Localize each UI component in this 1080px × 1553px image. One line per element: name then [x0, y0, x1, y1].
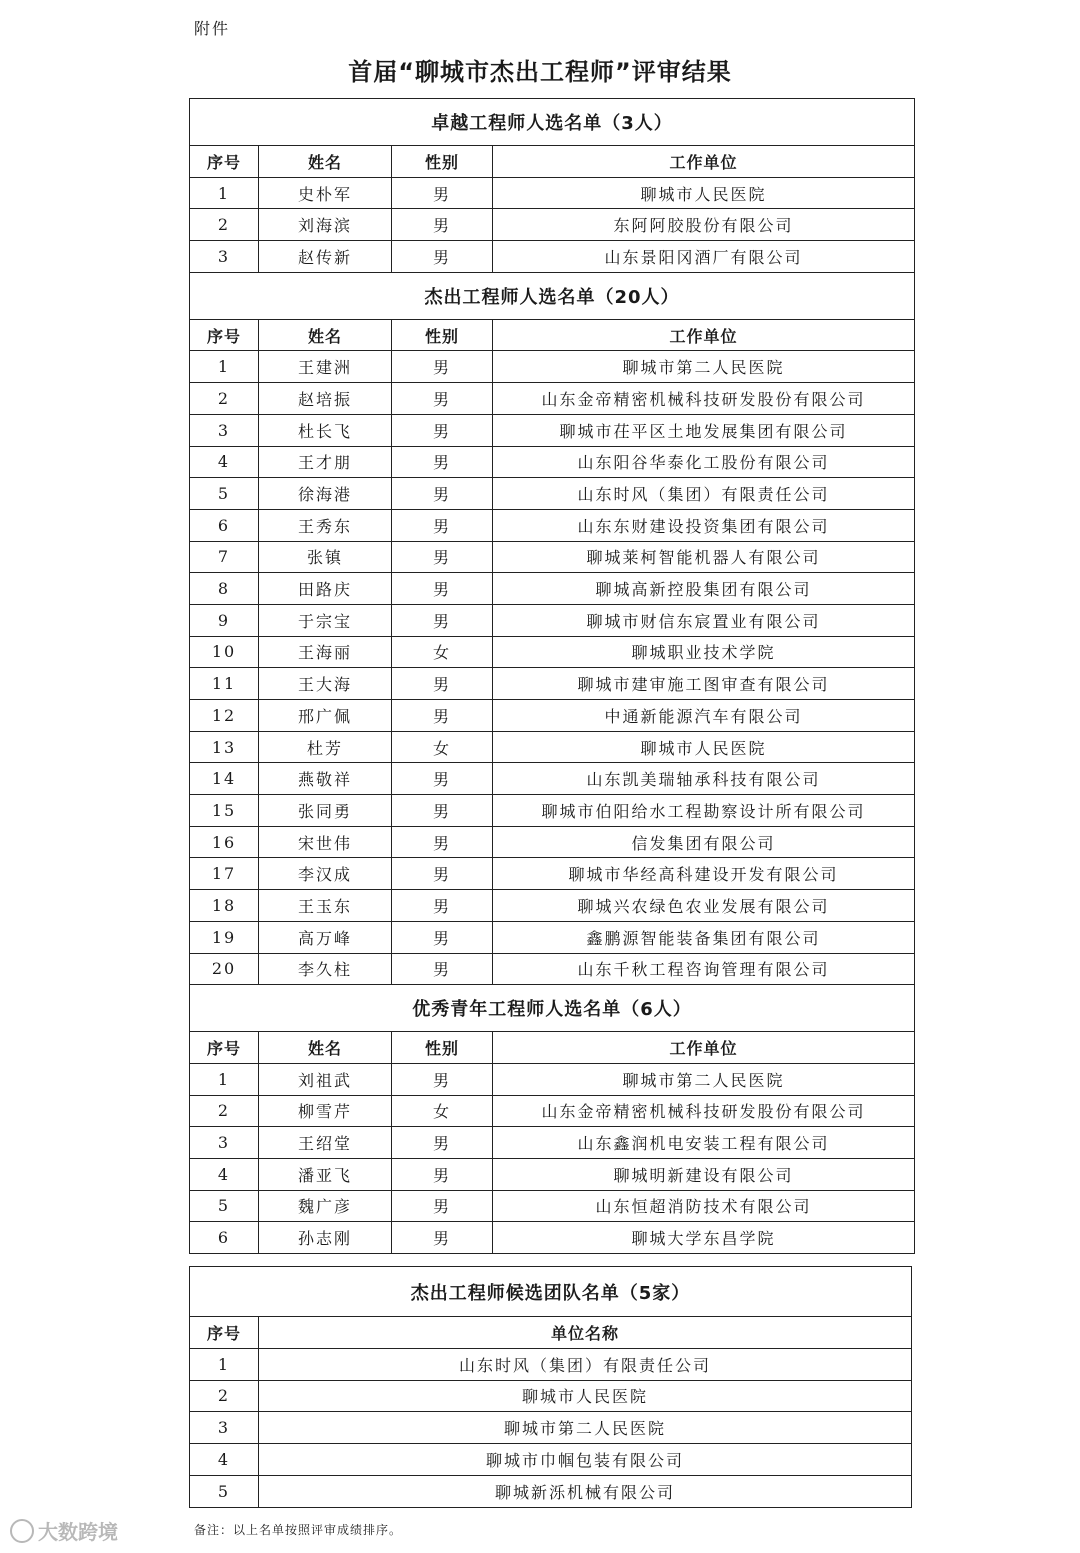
table-row — [190, 1190, 915, 1222]
table-row — [190, 414, 915, 446]
row-unit: 聊城大学东昌学院 — [493, 1222, 915, 1254]
row-unit: 山东千秋工程咨询管理有限公司 — [493, 953, 915, 985]
row-name: 王大海 — [259, 668, 392, 700]
row-unit: 聊城市财信东宸置业有限公司 — [493, 604, 915, 636]
row-name: 王绍堂 — [259, 1127, 392, 1159]
row-number: 1 — [190, 1348, 259, 1380]
row-unit: 山东金帝精密机械科技研发股份有限公司 — [493, 1095, 915, 1127]
row-unit: 山东时风（集团）有限责任公司 — [259, 1348, 912, 1380]
row-number: 2 — [190, 209, 259, 241]
column-header-unit: 工作单位 — [493, 1032, 915, 1064]
column-header-row — [190, 1317, 912, 1349]
row-number: 12 — [190, 700, 259, 732]
row-name: 柳雪芹 — [259, 1095, 392, 1127]
column-header-unit: 工作单位 — [493, 146, 915, 178]
row-number: 4 — [190, 446, 259, 478]
column-header-name: 姓名 — [259, 319, 392, 351]
row-number: 1 — [190, 351, 259, 383]
row-name: 孙志刚 — [259, 1222, 392, 1254]
table-row — [190, 890, 915, 922]
row-number: 4 — [190, 1444, 259, 1476]
watermark-text: 大数跨境 — [38, 1520, 118, 1544]
row-name: 张镇 — [259, 541, 392, 573]
row-number: 8 — [190, 573, 259, 605]
row-unit: 聊城市建审施工图审查有限公司 — [493, 668, 915, 700]
row-unit: 山东凯美瑞轴承科技有限公司 — [493, 763, 915, 795]
row-number: 5 — [190, 1190, 259, 1222]
table-row — [190, 177, 915, 209]
table-row — [190, 478, 915, 510]
column-header-unit: 工作单位 — [493, 319, 915, 351]
row-number: 7 — [190, 541, 259, 573]
table-row — [190, 921, 915, 953]
row-unit: 中通新能源汽车有限公司 — [493, 700, 915, 732]
row-unit: 山东恒超消防技术有限公司 — [493, 1190, 915, 1222]
row-unit: 山东鑫润机电安装工程有限公司 — [493, 1127, 915, 1159]
column-header-gender: 性别 — [392, 146, 493, 178]
table-row — [190, 1127, 915, 1159]
attachment-label: 附件 — [194, 19, 231, 38]
watermark-logo-icon — [10, 1519, 34, 1543]
row-gender: 男 — [392, 858, 493, 890]
row-unit: 聊城市茌平区土地发展集团有限公司 — [493, 414, 915, 446]
row-gender: 男 — [392, 795, 493, 827]
row-gender: 男 — [392, 890, 493, 922]
section-heading-row — [190, 99, 915, 146]
watermark — [10, 1516, 118, 1545]
column-header-row — [190, 1032, 915, 1064]
row-name: 田路庆 — [259, 573, 392, 605]
row-number: 1 — [190, 177, 259, 209]
row-number: 5 — [190, 478, 259, 510]
table-row — [190, 1222, 915, 1254]
row-gender: 男 — [392, 573, 493, 605]
column-header-no: 序号 — [190, 1032, 259, 1064]
row-number: 20 — [190, 953, 259, 985]
table-row — [190, 509, 915, 541]
table-row — [190, 700, 915, 732]
row-number: 17 — [190, 858, 259, 890]
row-name: 李汉成 — [259, 858, 392, 890]
row-gender: 男 — [392, 541, 493, 573]
row-name: 史朴军 — [259, 177, 392, 209]
table-row — [190, 826, 915, 858]
row-unit: 鑫鹏源智能装备集团有限公司 — [493, 921, 915, 953]
row-number: 3 — [190, 241, 259, 273]
team-table — [189, 1266, 912, 1508]
row-number: 3 — [190, 414, 259, 446]
table-row — [190, 1095, 915, 1127]
row-gender: 男 — [392, 209, 493, 241]
table-row — [190, 763, 915, 795]
table-row — [190, 636, 915, 668]
row-number: 16 — [190, 826, 259, 858]
row-name: 于宗宝 — [259, 604, 392, 636]
row-number: 6 — [190, 1222, 259, 1254]
section-heading-row — [190, 272, 915, 319]
table-row — [190, 1348, 912, 1380]
column-header-row — [190, 146, 915, 178]
row-unit: 聊城明新建设有限公司 — [493, 1158, 915, 1190]
row-number: 3 — [190, 1127, 259, 1159]
row-name: 魏广彦 — [259, 1190, 392, 1222]
row-number: 15 — [190, 795, 259, 827]
row-name: 徐海港 — [259, 478, 392, 510]
table-row — [190, 858, 915, 890]
row-gender: 男 — [392, 668, 493, 700]
table-row — [190, 541, 915, 573]
row-number: 2 — [190, 1095, 259, 1127]
row-name: 刘海滨 — [259, 209, 392, 241]
row-unit: 聊城市巾帼包装有限公司 — [259, 1444, 912, 1476]
row-unit: 聊城市第二人民医院 — [259, 1412, 912, 1444]
document-title: 首届“聊城市杰出工程师”评审结果 — [348, 58, 732, 86]
column-header-gender: 性别 — [392, 1032, 493, 1064]
table-row — [190, 573, 915, 605]
row-name: 邢广佩 — [259, 700, 392, 732]
row-unit: 山东金帝精密机械科技研发股份有限公司 — [493, 383, 915, 415]
row-gender: 男 — [392, 414, 493, 446]
row-gender: 男 — [392, 763, 493, 795]
table-row — [190, 668, 915, 700]
row-unit: 聊城市人民医院 — [493, 177, 915, 209]
row-name: 张同勇 — [259, 795, 392, 827]
row-unit: 聊城市人民医院 — [259, 1380, 912, 1412]
table-row — [190, 1380, 912, 1412]
row-unit: 聊城市人民医院 — [493, 731, 915, 763]
row-name: 刘祖武 — [259, 1063, 392, 1095]
row-gender: 女 — [392, 1095, 493, 1127]
row-number: 5 — [190, 1475, 259, 1507]
row-unit: 东阿阿胶股份有限公司 — [493, 209, 915, 241]
row-name: 杜芳 — [259, 731, 392, 763]
table-row — [190, 383, 915, 415]
row-unit: 聊城职业技术学院 — [493, 636, 915, 668]
row-number: 9 — [190, 604, 259, 636]
column-header-no: 序号 — [190, 1317, 259, 1349]
section-heading: 优秀青年工程师人选名单（6人） — [190, 985, 915, 1032]
row-gender: 男 — [392, 921, 493, 953]
row-gender: 男 — [392, 351, 493, 383]
row-gender: 男 — [392, 1190, 493, 1222]
row-gender: 男 — [392, 1063, 493, 1095]
table-row — [190, 1444, 912, 1476]
column-header-gender: 性别 — [392, 319, 493, 351]
row-gender: 男 — [392, 383, 493, 415]
row-number: 1 — [190, 1063, 259, 1095]
section-heading: 卓越工程师人选名单（3人） — [190, 99, 915, 146]
section-heading-row — [190, 985, 915, 1032]
row-number: 14 — [190, 763, 259, 795]
row-name: 杜长飞 — [259, 414, 392, 446]
row-gender: 男 — [392, 509, 493, 541]
table-row — [190, 604, 915, 636]
results-table — [189, 98, 915, 1254]
row-gender: 男 — [392, 1222, 493, 1254]
table-row — [190, 795, 915, 827]
table-row — [190, 731, 915, 763]
column-header-no: 序号 — [190, 319, 259, 351]
table-row — [190, 953, 915, 985]
row-number: 18 — [190, 890, 259, 922]
row-name: 燕敬祥 — [259, 763, 392, 795]
row-number: 2 — [190, 1380, 259, 1412]
row-gender: 男 — [392, 953, 493, 985]
row-name: 赵传新 — [259, 241, 392, 273]
row-gender: 男 — [392, 241, 493, 273]
footnote: 备注：以上名单按照评审成绩排序。 — [194, 1523, 403, 1537]
table-row — [190, 1063, 915, 1095]
table-row — [190, 351, 915, 383]
row-gender: 男 — [392, 604, 493, 636]
row-unit: 聊城高新控股集团有限公司 — [493, 573, 915, 605]
row-unit: 聊城市第二人民医院 — [493, 351, 915, 383]
section-heading-row — [190, 1267, 912, 1317]
row-name: 王才朋 — [259, 446, 392, 478]
row-unit: 聊城市伯阳给水工程勘察设计所有限公司 — [493, 795, 915, 827]
column-header-name: 姓名 — [259, 1032, 392, 1064]
row-number: 19 — [190, 921, 259, 953]
row-number: 4 — [190, 1158, 259, 1190]
row-unit: 山东东财建设投资集团有限公司 — [493, 509, 915, 541]
column-header-row — [190, 319, 915, 351]
column-header-unit-name: 单位名称 — [259, 1317, 912, 1349]
row-gender: 男 — [392, 478, 493, 510]
row-unit: 聊城市第二人民医院 — [493, 1063, 915, 1095]
row-name: 潘亚飞 — [259, 1158, 392, 1190]
table-row — [190, 241, 915, 273]
row-gender: 男 — [392, 826, 493, 858]
row-unit: 信发集团有限公司 — [493, 826, 915, 858]
row-unit: 山东景阳冈酒厂有限公司 — [493, 241, 915, 273]
table-row — [190, 1412, 912, 1444]
row-gender: 男 — [392, 177, 493, 209]
column-header-no: 序号 — [190, 146, 259, 178]
row-name: 李久柱 — [259, 953, 392, 985]
row-gender: 女 — [392, 731, 493, 763]
row-name: 赵培振 — [259, 383, 392, 415]
row-name: 宋世伟 — [259, 826, 392, 858]
row-gender: 男 — [392, 1127, 493, 1159]
table-row — [190, 1475, 912, 1507]
row-number: 13 — [190, 731, 259, 763]
row-name: 高万峰 — [259, 921, 392, 953]
row-number: 3 — [190, 1412, 259, 1444]
table-row — [190, 209, 915, 241]
row-gender: 女 — [392, 636, 493, 668]
row-gender: 男 — [392, 700, 493, 732]
row-name: 王海丽 — [259, 636, 392, 668]
row-unit: 山东阳谷华泰化工股份有限公司 — [493, 446, 915, 478]
row-gender: 男 — [392, 1158, 493, 1190]
row-name: 王玉东 — [259, 890, 392, 922]
row-name: 王建洲 — [259, 351, 392, 383]
section-heading: 杰出工程师人选名单（20人） — [190, 272, 915, 319]
table-row — [190, 1158, 915, 1190]
table-row — [190, 446, 915, 478]
row-gender: 男 — [392, 446, 493, 478]
row-unit: 聊城市华经高科建设开发有限公司 — [493, 858, 915, 890]
row-number: 11 — [190, 668, 259, 700]
section-heading: 杰出工程师候选团队名单（5家） — [190, 1267, 912, 1317]
row-number: 10 — [190, 636, 259, 668]
column-header-name: 姓名 — [259, 146, 392, 178]
row-unit: 山东时风（集团）有限责任公司 — [493, 478, 915, 510]
row-unit: 聊城新泺机械有限公司 — [259, 1475, 912, 1507]
row-unit: 聊城莱柯智能机器人有限公司 — [493, 541, 915, 573]
row-number: 2 — [190, 383, 259, 415]
row-number: 6 — [190, 509, 259, 541]
row-name: 王秀东 — [259, 509, 392, 541]
row-unit: 聊城兴农绿色农业发展有限公司 — [493, 890, 915, 922]
